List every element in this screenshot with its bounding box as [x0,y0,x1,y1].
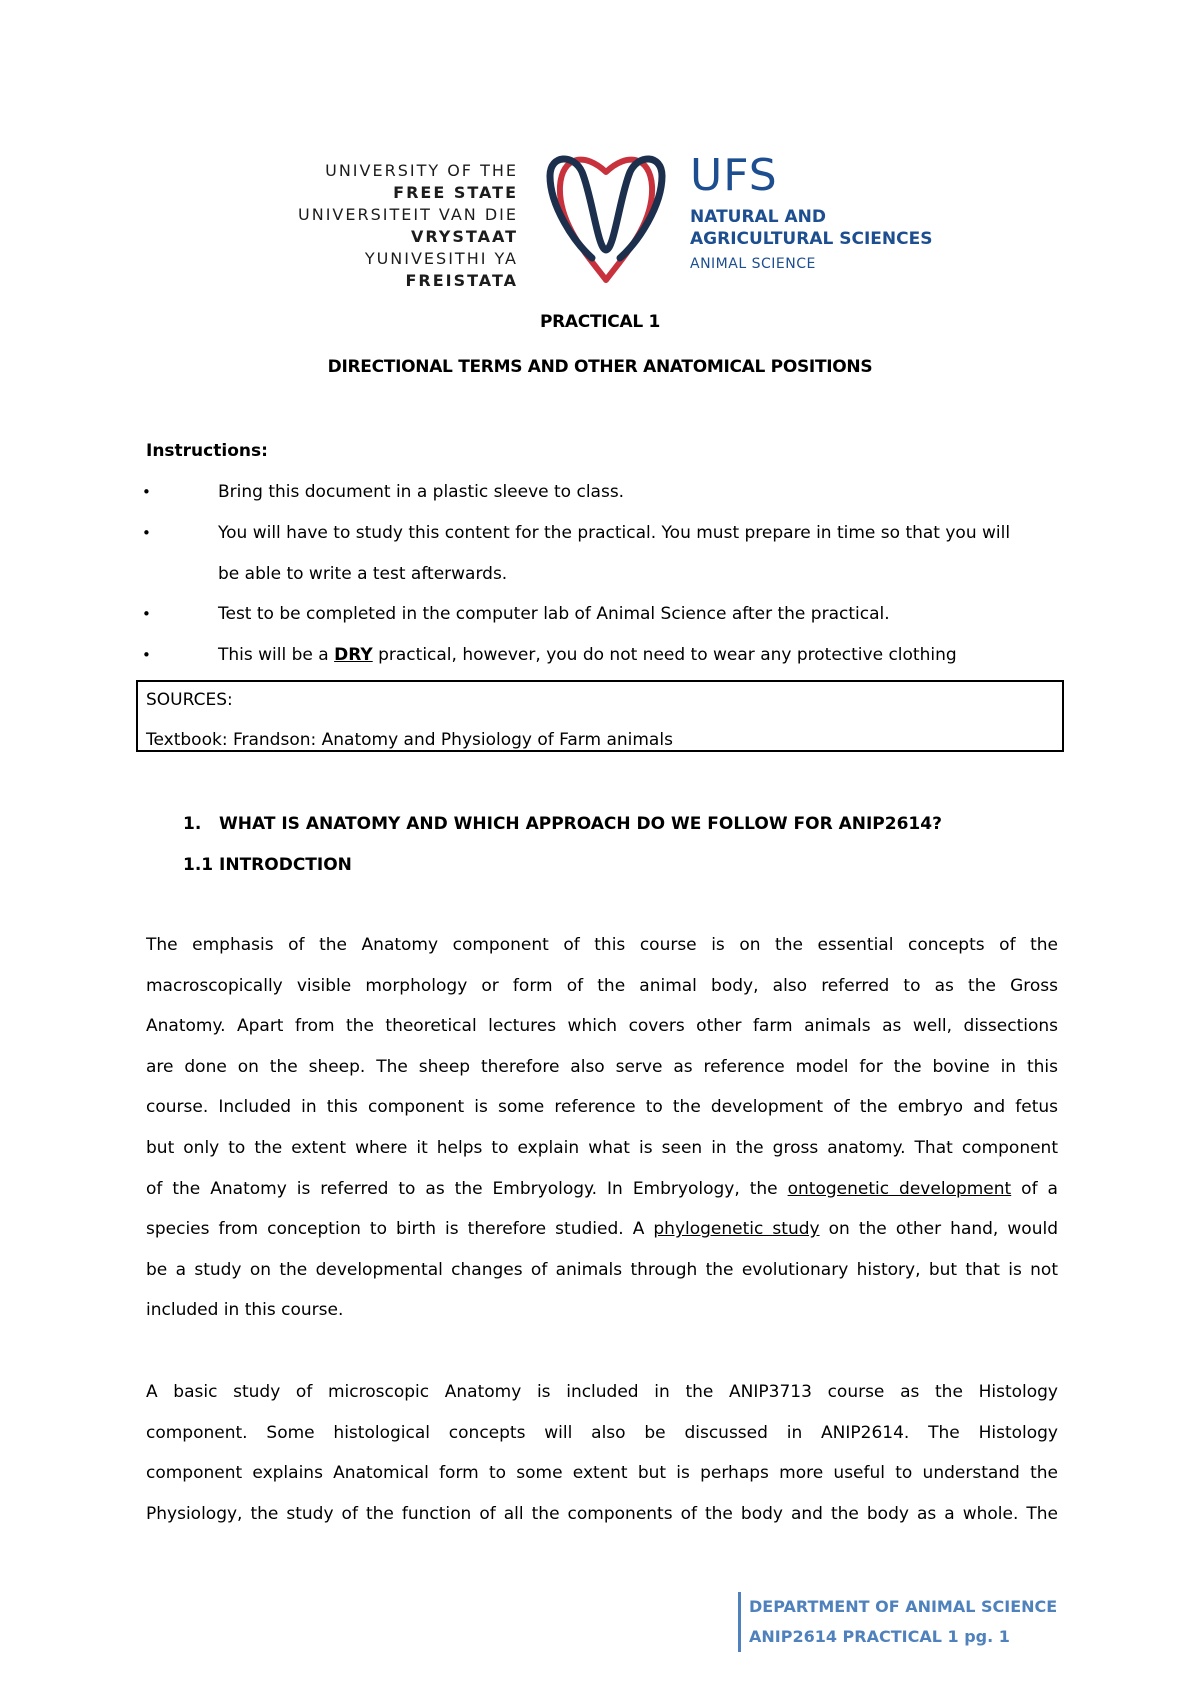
ufs-wordmark: UFS [690,150,778,201]
university-name-block [278,160,518,292]
paragraph-line [146,1169,1058,1210]
department-label: ANIMAL SCIENCE [690,256,816,272]
ufs-emblem-icon [540,146,672,284]
paragraph-line: be a study on the developmental changes of animals through the evolutionary history, but that is not [146,1259,1058,1280]
footer-department: DEPARTMENT OF ANIMAL SCIENCE [749,1597,1058,1616]
logo-line: FREISTATA [405,271,518,290]
instruction-text: This will be a [218,645,335,665]
dry-emphasis: DRY [334,645,373,665]
paragraph-line: Physiology, the study of the function of all the components of the body and the body as a whole. The [146,1503,1058,1524]
page-footer [738,1592,1057,1652]
underlined-term: ontogenetic development [787,1178,1012,1199]
paragraph-line: A basic study of microscopic Anatomy is included in the ANIP3713 course as the Histology [146,1382,1058,1402]
text-run: of the Anatomy is referred to as the Embryology. In Embryology, the [146,1178,788,1199]
practical-title: PRACTICAL 1 [539,312,661,332]
logo-line: VRYSTAAT [410,227,518,246]
faculty-line: NATURAL AND [690,207,826,227]
bullet-icon: • [142,646,151,664]
logo-line: UNIVERSITEIT VAN DIE [298,205,518,224]
instruction-text: practical, however, you do not need to wear any protective clothing [372,645,957,665]
paragraph-line: The emphasis of the Anatomy component of this course is on the essential concepts of the [146,935,1058,955]
instruction-item: You will have to study this content for the practical. You must prepare in time so that you will [218,523,1011,543]
logo-line: UNIVERSITY OF THE [325,161,518,180]
paragraph-histology [146,1372,1058,1534]
paragraph-line [146,1209,1058,1250]
logo-line: FREE STATE [393,183,518,202]
subsection-heading: 1.1 INTRODCTION [183,855,352,875]
instruction-item-continued: be able to write a test afterwards. [218,564,508,584]
paragraph-line: component explains Anatomical form to some extent but is perhaps more useful to understand the [146,1463,1058,1484]
footer-page-number: ANIP2614 PRACTICAL 1 pg. 1 [749,1627,1010,1646]
text-run: of a [1011,1178,1058,1199]
underlined-term: phylogenetic study [653,1219,820,1240]
paragraph-line: course. Included in this component is some reference to the development of the embryo and fetus [146,1097,1058,1118]
text-run: species from conception to birth is therefore studied. A [146,1219,654,1240]
paragraph-line: are done on the sheep. The sheep therefore also serve as reference model for the bovine in this [146,1056,1058,1077]
instruction-item: Test to be completed in the computer lab of Animal Science after the practical. [218,604,890,624]
paragraph-line: macroscopically visible morphology or form of the animal body, also referred to as the Gross [146,975,1058,996]
paragraph-line: included in this course. [146,1300,344,1321]
instruction-item [218,645,957,665]
sources-textbook: Textbook: Frandson: Anatomy and Physiology of Farm animals [146,730,673,750]
faculty-line: AGRICULTURAL SCIENCES [690,229,933,249]
paragraph-introduction [146,925,1058,1331]
bullet-icon: • [142,605,151,623]
section-heading: WHAT IS ANATOMY AND WHICH APPROACH DO WE FOLLOW FOR ANIP2614? [219,814,942,834]
sources-label: SOURCES: [146,690,233,710]
logo-line: YUNIVESITHI YA [364,249,518,268]
paragraph-line: component. Some histological concepts will also be discussed in ANIP2614. The Histology [146,1422,1058,1443]
page-title: DIRECTIONAL TERMS AND OTHER ANATOMICAL POSITIONS [327,357,873,377]
faculty-block [690,152,932,274]
bullet-icon: • [142,483,151,501]
section-number: 1. [183,814,202,834]
bullet-icon: • [142,524,151,542]
instruction-item: Bring this document in a plastic sleeve to class. [218,482,625,502]
text-run: on the other hand, would [819,1219,1058,1240]
paragraph-line: but only to the extent where it helps to explain what is seen in the gross anatomy. That component [146,1137,1058,1158]
instructions-heading: Instructions: [146,441,268,461]
paragraph-line: Anatomy. Apart from the theoretical lectures which covers other farm animals as well, dissections [146,1016,1058,1037]
